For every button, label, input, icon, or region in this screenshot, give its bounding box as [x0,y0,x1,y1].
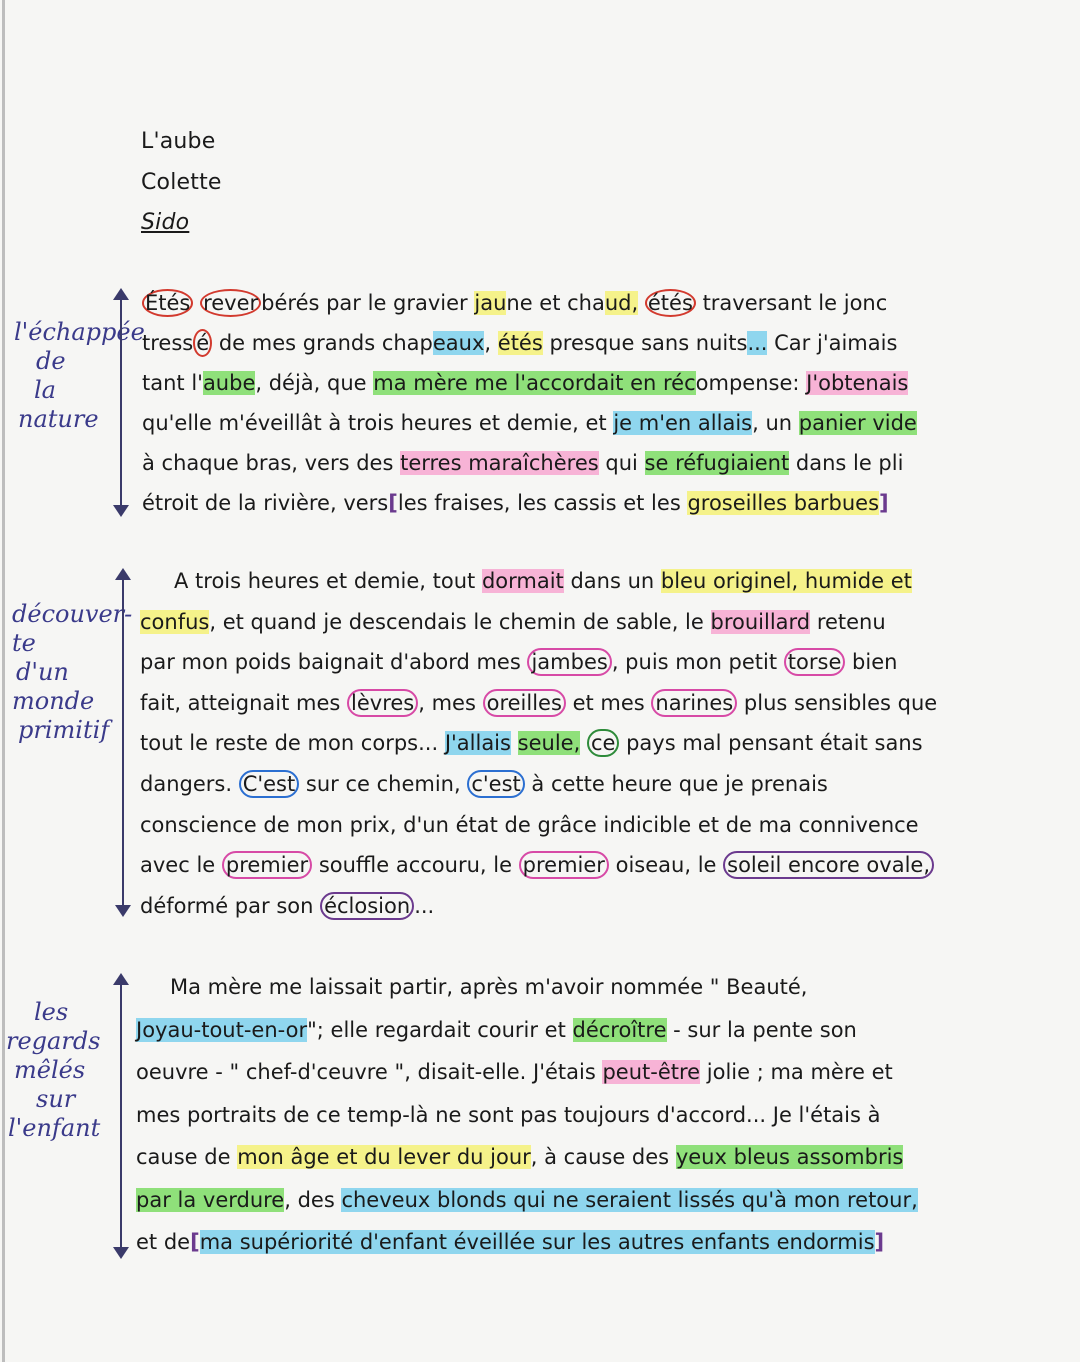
annotated-phrase: eaux [432,331,485,355]
annotated-phrase: Joyau-tout-en-or [136,1017,308,1042]
text-run: et de [136,1230,191,1254]
annotated-phrase: soleil encore ovale, [723,851,934,879]
text-title: L'aube [141,129,216,154]
annotated-phrase: [ [190,1230,200,1254]
text-run: souffle accouru, le [312,853,519,878]
text-run: déformé par son [140,893,321,918]
annotated-phrase: narines [651,689,737,717]
p3-line [136,1058,893,1086]
text-run: A trois heures et demie, tout [174,569,482,593]
annotated-phrase: aube [202,371,256,395]
annotated-phrase: dormait [481,569,564,593]
text-run: fait, atteignait mes [140,690,348,715]
text-run: tout le reste de mon corps... [140,731,445,756]
annotated-phrase: é [193,329,212,357]
text-run: , des [284,1187,342,1212]
p2-line [140,689,937,717]
margin-note-2-line: découver- [12,600,133,628]
annotated-phrase: torse [784,648,846,676]
text-run: bérés par le gravier [261,291,475,315]
text-run: à chaque bras, vers des [142,451,401,475]
bracket-arrow-1 [120,290,122,515]
bracket-arrow-3 [120,975,122,1257]
text-run: dans le pli [789,451,904,475]
text-run: tress [142,331,194,355]
text-run: pays mal pensant était sans [619,731,923,756]
p3-line [136,1228,884,1256]
text-run: qu'elle m'éveillât à trois heures et demie, et [142,411,614,435]
p2-line [140,811,919,839]
text-run: les fraises, les cassis et les [397,491,688,515]
margin-note-3-line: regards [6,1027,101,1055]
text-run: ... [414,893,435,918]
p1-line [142,409,917,437]
margin-note-3-line: mêlés [14,1056,86,1084]
annotated-phrase: ma supériorité d'enfant éveillée sur les autres enfants endormis [199,1230,875,1254]
p2-line [140,608,886,636]
annotated-phrase: seule, [517,731,581,756]
margin-note-3-line: les [34,998,69,1026]
text-run: ne et cha [506,291,605,315]
text-run: bien [845,650,898,675]
text-run [580,731,587,755]
annotated-phrase: mon âge et du lever du jour [237,1145,531,1169]
text-run: - sur la pente son [666,1017,857,1042]
book-title: Sido [141,210,190,235]
annotated-phrase: premier [222,851,312,879]
text-run: Ma mère me laissait partir, après m'avoir nommée " Beauté, [170,975,808,999]
margin-note-2-line: primitif [18,716,110,744]
annotated-phrase: J'allais [444,731,511,756]
text-run [511,731,518,755]
p1-line [142,489,889,517]
annotated-phrase: peut-être [602,1060,701,1084]
annotated-phrase: décroître [572,1017,667,1042]
p1-line [142,289,887,317]
margin-note-2-line: d'un [16,658,69,686]
p2-line [140,729,923,757]
p2-line [140,851,934,879]
text-run: , puis mon petit [611,650,784,675]
text-run: retenu [810,609,886,634]
text-run: mes portraits de ce temp-là ne sont pas toujours d'accord... Je l'étais à [136,1102,881,1127]
annotated-phrase: lèvres [347,689,418,717]
text-run: Car j'aimais [767,331,898,355]
annotated-phrase: ce [587,729,619,757]
annotated-phrase: confus [140,609,210,634]
text-run: étroit de la rivière, vers [142,491,389,515]
margin-note-2-line: te [12,629,36,657]
p3-line [170,973,807,1001]
text-run: "; elle regardait courir et [307,1017,573,1042]
p2-line [140,892,434,920]
p3-line [136,1016,857,1044]
text-run: , à cause des [530,1145,676,1169]
annotated-phrase: premier [519,851,609,879]
margin-note-2-line: monde [12,687,95,715]
text-run: jolie ; ma mère et [700,1060,893,1084]
text-run: presque sans nuits [542,331,748,355]
text-run: , un [752,411,799,435]
annotated-phrase: yeux bleus assombris [675,1145,904,1169]
text-run: , et quand je descendais le chemin de sable, le [209,609,711,634]
text-run: traversant le jonc [695,291,888,315]
margin-note-1-line: nature [18,405,99,433]
p3-line [136,1186,918,1214]
margin-note-2 [12,600,132,745]
p1-line [142,449,903,477]
text-run: , déjà, que [255,371,374,395]
annotated-phrase: étés [645,289,696,317]
annotated-phrase: cheveux blonds qui ne seraient lissés qu'à mon retour, [341,1187,918,1212]
p1-line [142,329,897,357]
annotated-phrase: J'obtenais [806,371,909,395]
annotated-phrase: ma mère me l'accordait en réc [373,371,696,395]
arrow-up-icon [115,568,131,580]
annotated-phrase: bleu originel, humide et [660,569,912,593]
annotated-phrase: oreilles [483,689,566,717]
p3-line [136,1143,903,1171]
text-run: , mes [418,690,483,715]
annotated-phrase: ] [874,1230,885,1254]
text-run: dans un [563,569,661,593]
text-run: plus sensibles que [737,690,938,715]
arrow-down-icon [113,1247,129,1259]
text-run: par mon poids baignait d'abord mes [140,650,528,675]
annotated-phrase: éclosion [320,892,414,920]
text-run: et mes [565,690,652,715]
annotated-phrase: panier vide [798,411,917,435]
annotated-phrase: par la verdure [136,1187,285,1212]
p1-line [142,369,908,397]
annotated-phrase: c'est [467,770,524,798]
author-name: Colette [141,170,222,195]
text-run: de mes grands chap [212,331,433,355]
arrow-down-icon [115,905,131,917]
text-run: oeuvre - " chef-d'ceuvre ", disait-elle. J'étais [136,1060,603,1084]
annotated-phrase: étés [497,331,543,355]
margin-note-1-line: de [36,347,66,375]
margin-note-1-line: l'échappée [14,318,145,346]
text-run: à cette heure que je prenais [524,772,828,796]
annotated-phrase: Étés [142,289,193,317]
annotated-phrase: je m'en allais [613,411,753,435]
annotated-phrase: jau [474,291,507,315]
annotated-phrase: terres maraîchères [400,451,599,475]
text-run: , [484,331,498,355]
annotated-phrase: C'est [239,770,300,798]
annotated-phrase: jambes [527,648,611,676]
arrow-up-icon [113,288,129,300]
page-edge [2,0,5,1362]
margin-note-3-line: sur [36,1085,76,1113]
text-run: avec le [140,853,222,878]
text-run: sur ce chemin, [299,772,468,796]
annotated-phrase: groseilles barbues [687,491,880,515]
text-run: oiseau, le [608,853,724,878]
text-run: dangers. [140,772,239,796]
annotated-phrase: ] [879,491,889,515]
arrow-up-icon [113,973,129,985]
text-run: tant l' [142,371,203,395]
margin-note-1 [14,318,145,434]
bracket-arrow-2 [122,570,124,915]
p2-line [140,648,897,676]
text-run: cause de [136,1145,238,1169]
text-run: qui [598,451,645,475]
p3-line [136,1101,881,1129]
text-run: conscience de mon prix, d'un état de grâce indicible et de ma connivence [140,812,919,837]
p2-line [140,770,828,798]
annotated-phrase: rever [200,289,261,317]
annotated-phrase: [ [388,491,398,515]
text-run: ompense: [695,371,807,395]
annotated-phrase: brouillard [710,609,811,634]
margin-note-1-line: la [34,376,56,404]
annotated-phrase: ud, [604,291,639,315]
text-run [638,291,645,315]
arrow-down-icon [113,505,129,517]
margin-note-3 [6,998,101,1143]
margin-note-3-line: l'enfant [8,1114,101,1142]
annotated-phrase: se réfugiaient [644,451,790,475]
annotated-phrase: ... [747,331,768,355]
p2-line [174,567,912,595]
